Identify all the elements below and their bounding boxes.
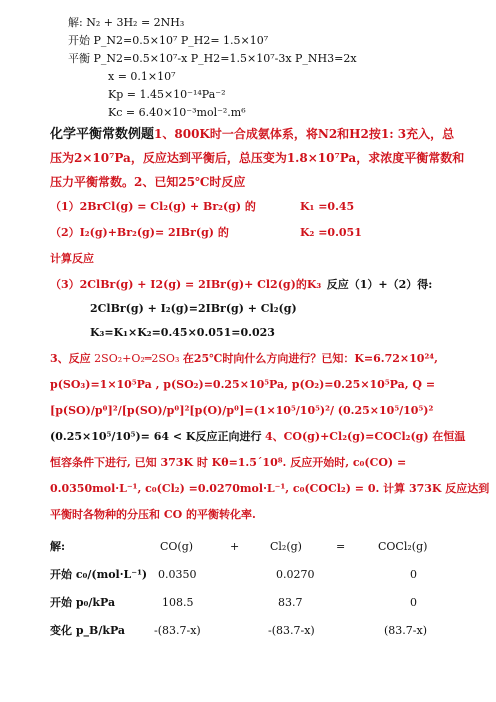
example-1-text: 1、800K时一合成氨体系，将N2和H2按1: 3充入，总 [154, 127, 455, 141]
solution-line-5: Kp = 1.45×10⁻¹⁴Pa⁻² [108, 88, 226, 101]
table-cell: 0 [410, 596, 417, 609]
table-cell: (83.7-x) [384, 624, 427, 637]
section-heading: 化学平衡常数例题 [50, 127, 155, 142]
table-cell: 0.0270 [276, 568, 315, 581]
table-cell: 83.7 [278, 596, 303, 609]
k1-value: K₁ =0.45 [300, 200, 355, 213]
example-3-equation: 2SO₂+O₂═2SO₃ [94, 352, 180, 365]
example-1-line-2: 压为2×10⁷Pa，反应达到平衡后，总压变为1.8×10⁷Pa，求浓度平衡常数和 [50, 151, 465, 165]
solution-line-3: 平衡 P_N2=0.5×10⁷-x P_H2=1.5×10⁷-3x P_NH3=2x [68, 52, 357, 65]
solution-line-2: 开始 P_N2=0.5×10⁷ P_H2= 1.5×10⁷ [68, 34, 269, 47]
example-1-line-1 [50, 126, 454, 143]
solution-line-4: x = 0.1×10⁷ [108, 70, 176, 83]
table-cell: 0.0350 [158, 568, 197, 581]
example-4-line-2: 恒容条件下进行, 已知 373K 时 Kθ=1.5´10⁸. 反应开始时, c₀(CO) = [50, 456, 407, 469]
reaction-3-sum-intro: 反应（1）+（2）得: [326, 278, 433, 291]
table-row-label: 开始 c₀/(mol·L⁻¹) [50, 568, 148, 581]
solution-line-1: 解: N₂ + 3H₂ = 2NH₃ [68, 16, 185, 29]
sum-reaction: 2ClBr(g) + I₂(g)=2IBr(g) + Cl₂(g) [90, 302, 297, 315]
example-1-line-3: 压力平衡常数。2、已知25℃时反应 [50, 175, 246, 189]
example-3-line-3: [p(SO)/pᶿ]²/[p(SO)/pᶿ]²[p(O)/pᶿ]=(1×10⁵/10⁵)²/ (0.25×10⁵/10⁵)² [50, 404, 434, 417]
example-3-conclusion: (0.25×10⁵/10⁵)= 64 < K反应正向进行 [50, 430, 262, 443]
example-4-start: 4、CO(g)+Cl₂(g)=COCl₂(g) 在恒温 [264, 430, 466, 443]
table-header-plus: + [230, 540, 240, 553]
k2-value: K₂ =0.051 [300, 226, 362, 239]
k3-result: K₃=K₁×K₂=0.45×0.051=0.023 [90, 326, 275, 339]
example-3-line-4 [50, 430, 465, 444]
table-header-equals: = [336, 540, 346, 553]
table-header-cocl2: COCl₂(g) [378, 540, 428, 553]
reaction-2: （2）I₂(g)+Br₂(g)= 2IBr(g) 的 [50, 226, 229, 239]
table-cell: -(83.7-x) [154, 624, 201, 637]
example-3-line-2: p(SO₃)=1×10⁵Pa , p(SO₂)=0.25×10⁵Pa, p(O₂)=0.25×10⁵Pa, Q = [50, 378, 436, 391]
example-4-line-3: 0.0350mol·L⁻¹, c₀(Cl₂) =0.0270mol·L⁻¹, c₀(COCl₂) = 0. 计算 373K 反应达到 [50, 482, 490, 495]
table-row-label: 变化 p_B/kPa [50, 624, 126, 637]
table-cell: -(83.7-x) [268, 624, 315, 637]
table-header-cl2: Cl₂(g) [270, 540, 302, 553]
reaction-3: （3）2ClBr(g) + I2(g) = 2IBr(g)+ Cl2(g)的K₃ [50, 278, 322, 291]
calc-label: 计算反应 [50, 252, 94, 265]
example-3-question: 在25℃时向什么方向进行？已知：K=6.72×10²⁴, [182, 352, 438, 365]
reaction-3-line [50, 278, 432, 292]
reaction-1: （1）2BrCl(g) = Cl₂(g) + Br₂(g) 的 [50, 200, 256, 213]
example-3-line-1 [50, 352, 438, 366]
table-cell: 108.5 [162, 596, 194, 609]
example-4-line-4: 平衡时各物种的分压和 CO 的平衡转化率. [50, 508, 256, 521]
example-3-label: 3、反应 [50, 352, 91, 365]
table-header-solution: 解: [50, 540, 66, 553]
table-row-label: 开始 p₀/kPa [50, 596, 116, 609]
solution-line-6: Kc = 6.40×10⁻³mol⁻².m⁶ [108, 106, 246, 119]
table-cell: 0 [410, 568, 417, 581]
table-header-co: CO(g) [160, 540, 194, 553]
